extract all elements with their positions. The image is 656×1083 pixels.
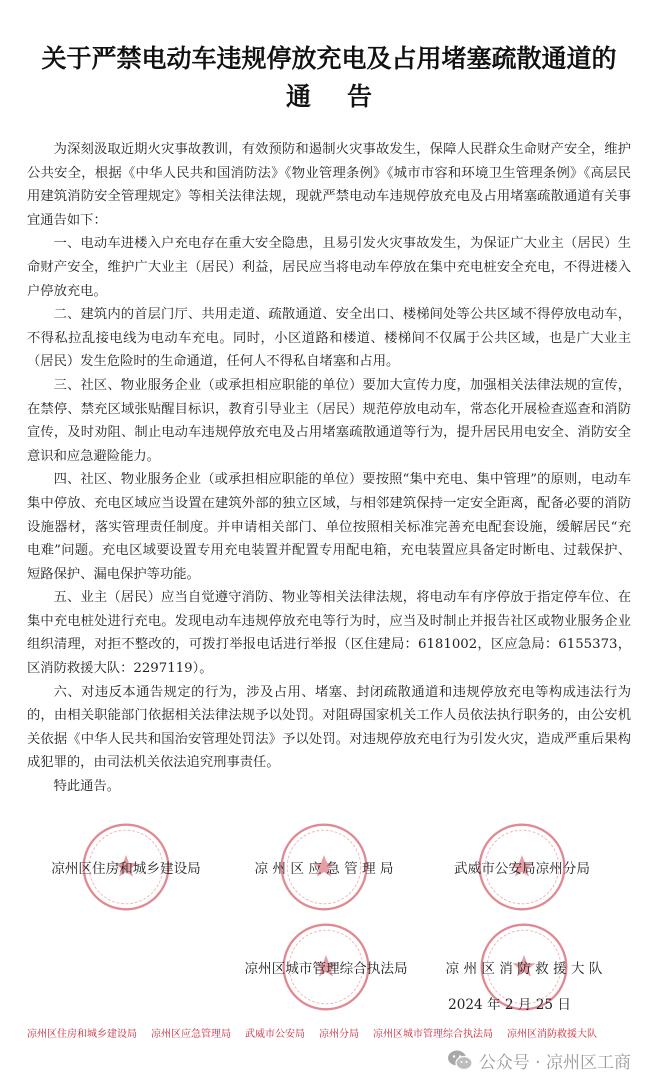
paragraph-closing: 特此通告。	[53, 779, 121, 795]
seal-caption: 凉州区消防救援大队	[507, 1028, 597, 1040]
paragraph-item-1: 一、电动车进楼入户充电存在重大安全隐患，且易引发火灾事故发生，为保证广大业主（居民）生命财产安全，维护广大业主（居民）利益，居民应当将电动车停放在集中充电桩安全充电，不得进楼入户停放充电。	[27, 236, 631, 299]
paragraph-item-3: 三、社区、物业服务企业（或承担相应职能的单位）要加大宣传力度，加强相关法律法规的宣传，在禁停、禁充区域张贴醒目标识，教育引导业主（居民）规范停放电动车，常态化开展检查巡查和消防宣传，及时劝阻、制止电动车违规停放充电及占用堵塞疏散通道等行为，提升居民用电安全、消防安全意识和应急避险能力。	[27, 377, 631, 464]
paragraph-item-2: 二、建筑内的首层门厅、共用走道、疏散通道、安全出口、楼梯间处等公共区域不得停放电动车，不得私拉乱接电线为电动车充电。同时，小区道路和楼道、楼梯间不仅属于公共区域，也是广大业主（居民）发生危险时的生命通道，任何人不得私自堵塞和占用。	[27, 307, 631, 370]
signatory-housing-bureau: 凉州区住房和城乡建设局	[51, 860, 201, 877]
signatory-cell-housing	[27, 817, 225, 917]
signatory-emergency-bureau: 凉 州 区 应 急 管 理 局	[254, 860, 394, 877]
notice-body	[27, 138, 631, 799]
paragraph-item-6: 六、对违反本通告规定的行为，涉及占用、堵塞、封闭疏散通道和违规停放充电等构成违法行为的，由相关职能部门依据相关法律法规予以处罚。对阻碍国家机关工作人员依法执行职务的，由公安机关依据《中华人民共和国治安管理处罚法》予以处罚。对违规停放充电行为引发火灾，造成严重后果构成犯罪的，由司法机关依法追究刑事责任。	[27, 684, 631, 771]
notice-title: 关于严禁电动车违规停放充电及占用堵塞疏散通道的	[41, 44, 617, 73]
signatory-urban-management-bureau: 凉州区城市管理综合执法局	[244, 960, 408, 977]
signatory-cell-emergency	[225, 817, 423, 917]
paragraph-item-5: 五、业主（居民）应当自觉遵守消防、物业等相关法律法规，将电动车有序停放于指定停车位、在集中充电桩处进行充电。发现电动车违规停放充电等行为时，应当及时制止并报告社区或物业服务企业组织清理，对拒不整改的，可拨打举报电话进行举报（区住建局：6181002，区应急局：6155373，区消防救援大队：2297119）。	[27, 590, 631, 677]
wechat-icon	[447, 1049, 473, 1071]
seal-caption: 凉州区住房和城乡建设局	[27, 1028, 137, 1040]
notice-date: 2024 年 2 月 25 日	[448, 996, 571, 1013]
notice-title-subtitle	[27, 78, 631, 116]
title-char-tong: 通	[285, 82, 311, 111]
signatory-row-1	[27, 817, 631, 917]
seal-caption: 凉州分局	[319, 1028, 359, 1040]
paragraph-item-4: 四、社区、物业服务企业（或承担相应职能的单位）要按照“集中充电、集中管理”的原则，电动车集中停放、充电区域应当设置在建筑外部的独立区域，与相邻建筑保持一定安全距离，配备必要的消防设施器材，落实管理责任制度。并申请相关部门、单位按照相关标准完善充电配套设施，缓解居民“充电难”问题。充电区域要设置专用充电装置并配置专用配电箱，充电装置应具备定时断电、过载保护、短路保护、漏电保护等功能。	[27, 472, 631, 582]
signature-block	[27, 817, 631, 1013]
seal-legends	[27, 1025, 631, 1040]
paragraph-intro: 为深刻汲取近期火灾事故教训，有效预防和遏制火灾事故发生，保障人民群众生命财产安全，维护公共安全，根据《中华人民共和国消防法》《物业管理条例》《城市市容和环境卫生管理条例》《高层民用建筑消防安全管理规定》等相关法律法规，现就严禁电动车违规停放充电及占用堵塞疏散通道有关事宜通告如下：	[27, 142, 631, 228]
signatory-fire-rescue-brigade: 凉 州 区 消 防 救 援 大 队	[445, 960, 603, 977]
title-char-gao: 告	[347, 82, 373, 111]
watermark-text: 公众号 · 凉州区工商	[478, 1052, 631, 1073]
seal-caption: 凉州区城市管理综合执法局	[373, 1028, 493, 1040]
signatory-police-branch: 武威市公安局凉州分局	[454, 860, 590, 877]
seal-caption: 武威市公安局	[245, 1028, 305, 1040]
signatory-cell-police	[423, 817, 621, 917]
seal-caption: 凉州区应急管理局	[151, 1028, 231, 1040]
wechat-watermark	[27, 1048, 631, 1073]
